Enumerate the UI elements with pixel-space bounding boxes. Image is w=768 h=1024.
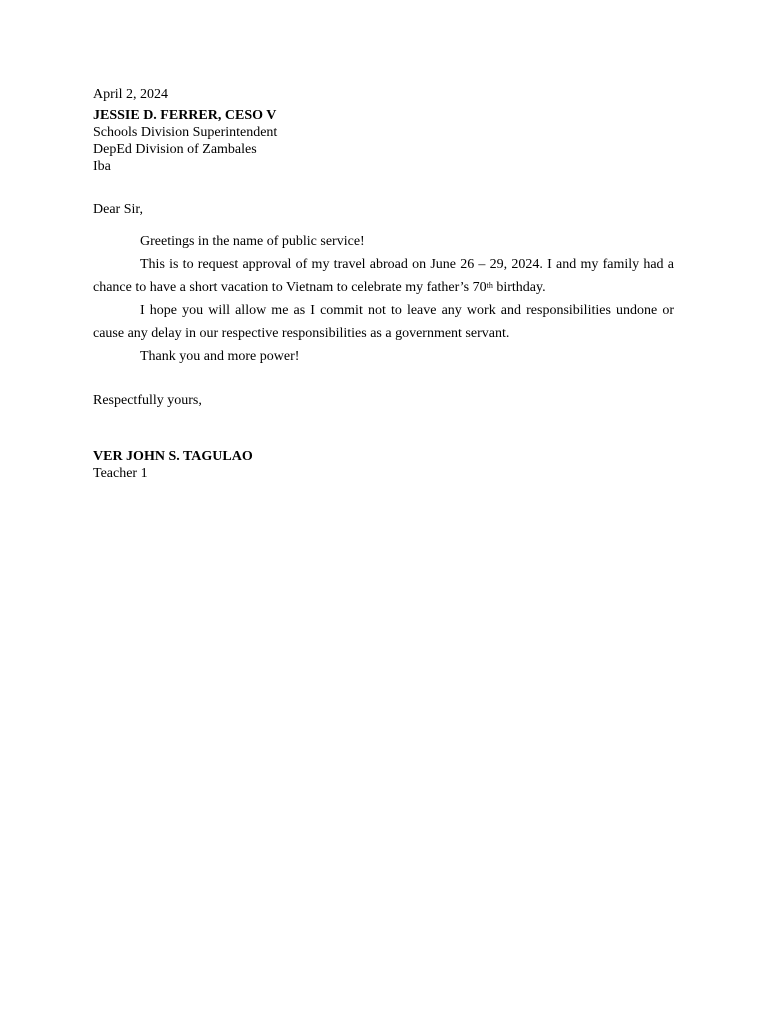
ordinal-suffix: th — [486, 281, 493, 290]
body-paragraph-greeting: Greetings in the name of public service! — [140, 234, 365, 249]
recipient-location: Iba — [93, 159, 111, 174]
recipient-block — [93, 107, 674, 175]
closing: Respectfully yours, — [93, 393, 202, 408]
letter-body — [93, 230, 674, 368]
recipient-name: JESSIE D. FERRER, CESO V — [93, 108, 277, 123]
recipient-office: DepEd Division of Zambales — [93, 142, 257, 157]
salutation: Dear Sir, — [93, 202, 143, 217]
body-paragraph-request — [93, 253, 674, 299]
body-paragraph-thanks: Thank you and more power! — [140, 349, 300, 364]
signer-position: Teacher 1 — [93, 466, 148, 481]
body-paragraph-commitment: I hope you will allow me as I commit not to leave any work and responsibilities undone or cause any delay in our respective responsibilities as a government servant. — [93, 303, 674, 341]
recipient-title: Schools Division Superintendent — [93, 125, 278, 140]
signature-block — [93, 448, 674, 482]
request-text: This is to request approval of my travel abroad on June 26 – 29, 2024. I and my family had a chance to have a short vacation to Vietnam to celebrate my father’s 70 — [93, 257, 674, 295]
request-text-end: birthday. — [492, 280, 546, 295]
letter-page — [93, 86, 674, 482]
letter-date: April 2, 2024 — [93, 87, 169, 102]
signer-name: VER JOHN S. TAGULAO — [93, 449, 253, 464]
